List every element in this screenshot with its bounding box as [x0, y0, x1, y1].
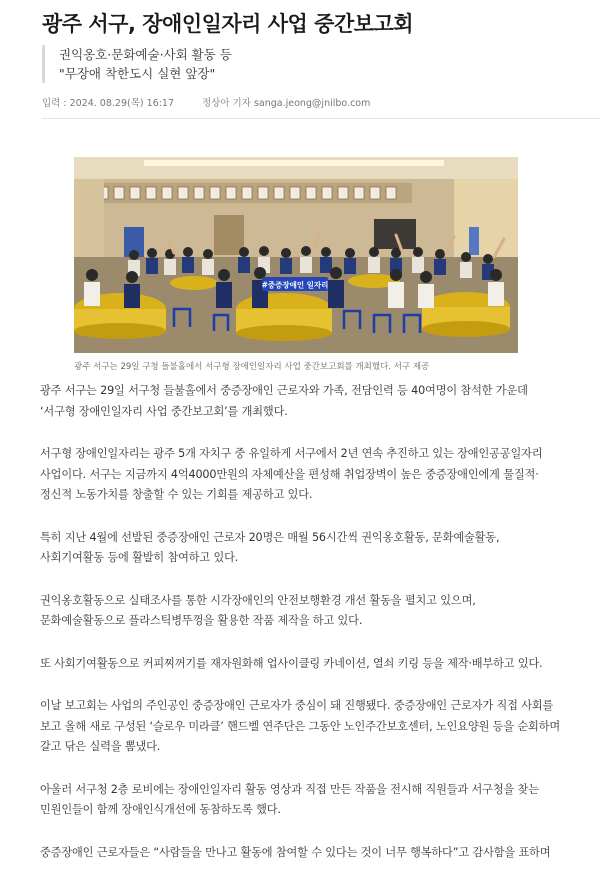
reporter-byline[interactable]: 정상아 기자 sanga.jeong@jnilbo.com [202, 98, 371, 109]
photo-caption: 광주 서구는 29일 구청 들불홀에서 서구형 장애인일자리 사업 중간보고회를 개최했다. 서구 제공 [74, 362, 430, 372]
body-paragraph: 서구형 장애인일자리는 광주 5개 자치구 중 유일하게 서구에서 2년 연속 추진하고 있는 장애인공공일자리 사업이다. 서구는 지금까지 4억4000만원의 자체예산을 편성해 취업장벽이 높은 중증장애인에게 물질적·정신적 노동가치를 창출할 수 있는 기회를 제공하고 있다. [40, 447, 543, 501]
body-paragraph: 아울러 서구청 2층 로비에는 장애인일자리 활동 영상과 직접 만든 작품을 전시해 직원들과 서구청을 찾는 민원인들이 함께 장애인식개선에 동참하도록 했다. [40, 782, 539, 816]
article-photo[interactable] [74, 157, 518, 353]
body-paragraph: 권익옹호활동으로 실태조사를 통한 시각장애인의 안전보행환경 개선 활동을 펼치고 있으며, 문화예술활동으로 플라스틱병뚜껑을 활용한 작품 제작을 하고 있다. [40, 593, 476, 627]
article-body [40, 381, 560, 885]
publish-date: 입력 : 2024. 08.29(목) 16:17 [42, 98, 174, 109]
subtitle-line-1: 권익옹호·문화예술·사회 활동 등 [59, 47, 232, 62]
subtitle-line-2: "무장애 착한도시 실현 앞장" [59, 66, 216, 81]
headline: 광주 서구, 장애인일자리 사업 중간보고회 [42, 12, 414, 36]
photo-banner-text: #중증장애인 일자리 [261, 280, 329, 290]
article-meta [42, 95, 598, 109]
header-divider [42, 118, 600, 119]
body-paragraph: 특히 지난 4월에 선발된 중증장애인 근로자 20명은 매월 56시간씩 권익옹호활동, 문화예술활동, 사회기여활동 등에 활발히 참여하고 있다. [40, 530, 500, 564]
body-paragraph: 광주 서구는 29일 서구청 들불홀에서 중증장애인 근로자와 가족, 전담인력 등 40여명이 참석한 가운데 ‘서구형 장애인일자리 사업 중간보고회’를 개최했다. [40, 384, 528, 418]
body-paragraph: 또 사회기여활동으로 커피찌꺼기를 재자원화해 업사이클링 카네이션, 열쇠 키링 등을 제작·배부하고 있다. [40, 656, 543, 670]
body-paragraph: 중증장애인 근로자들은 “사람들을 만나고 활동에 참여할 수 있다는 것이 너무 행복하다”고 감사함을 표하며 [40, 845, 551, 859]
photo-illustration [74, 157, 518, 353]
body-paragraph: 이날 보고회는 사업의 주인공인 중증장애인 근로자가 중심이 돼 진행됐다. 중증장애인 근로자가 직접 사회를 보고 올해 새로 구성된 ‘슬로우 미라클’ 핸드벨 연주단은 그동안 노인주간보호센터, 노인요양원 등을 순회하며 갈고 닦은 실력을 뽐냈다. [40, 699, 561, 753]
subtitle-block [42, 45, 359, 83]
